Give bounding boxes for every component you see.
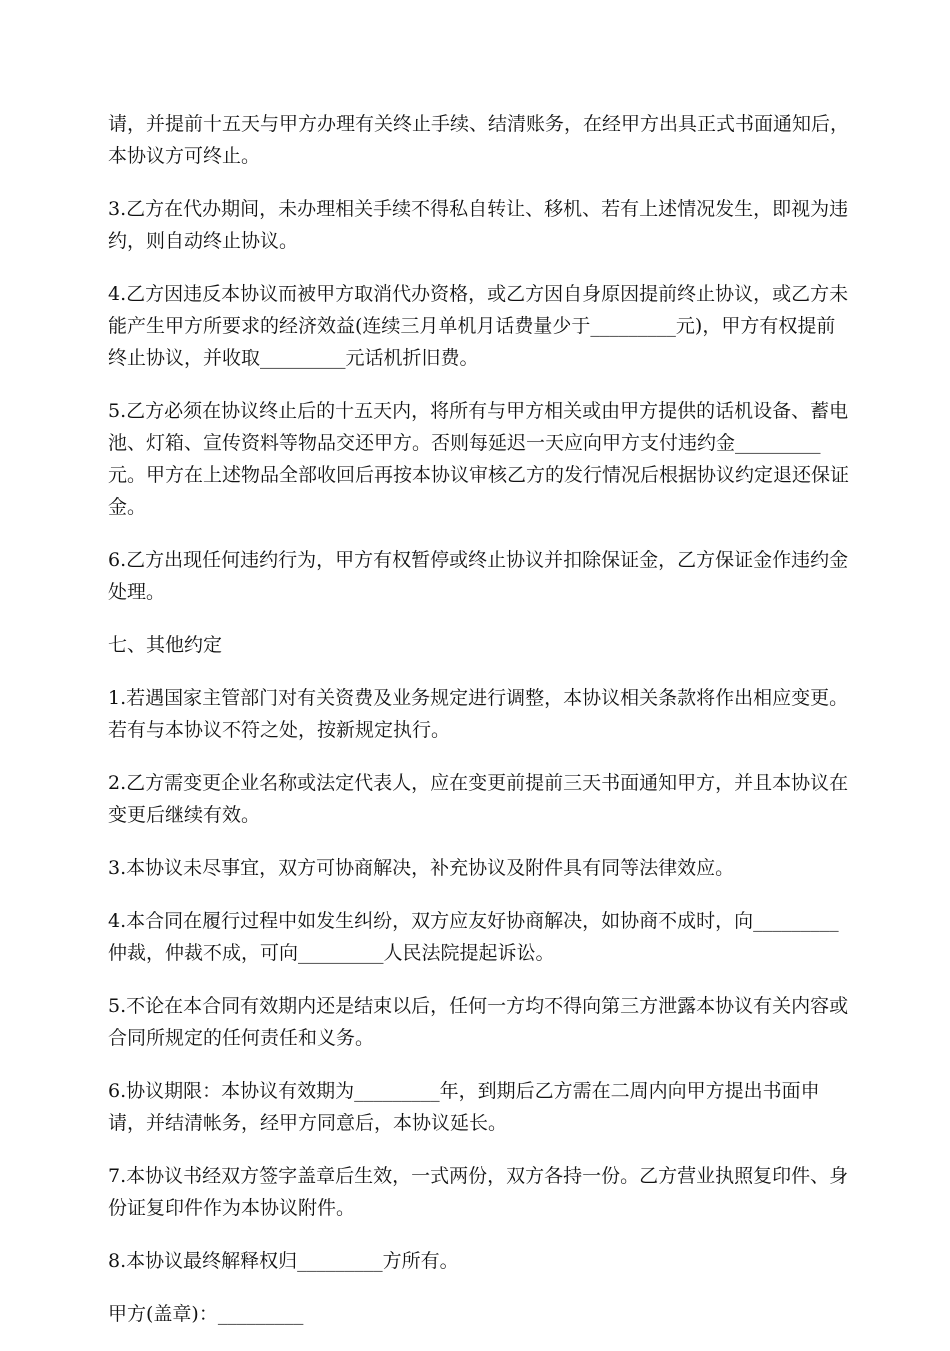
clause-7-1-regulation-change: 1.若遇国家主管部门对有关资费及业务规定进行调整，本协议相关条款将作出相应变更。若有与本协议不符之处，按新规定执行。 bbox=[108, 687, 849, 741]
clause-7-3-supplementary: 3.本协议未尽事宜，双方可协商解决，补充协议及附件具有同等法律效应。 bbox=[108, 857, 735, 879]
clause-6-5-return-equipment: 5.乙方必须在协议终止后的十五天内，将所有与甲方相关或由甲方提供的话机设备、蓄电池、灯箱、宣传资料等物品交还甲方。否则每延迟一天应向甲方支付违约金_________元。甲方在上述物品全部收回后再按本协议审核乙方的发行情况后根据协议约定退还保证金。 bbox=[108, 400, 850, 518]
clause-7-5-confidentiality: 5.不论在本合同有效期内还是结束以后，任何一方均不得向第三方泄露本协议有关内容或合同所规定的任何责任和义务。 bbox=[108, 995, 849, 1049]
clause-6-4-early-termination: 4.乙方因违反本协议而被甲方取消代办资格，或乙方因自身原因提前终止协议，或乙方未能产生甲方所要求的经济效益(连续三月单机月话费量少于_________元)，甲方有权提前终止协议，并收取_________元话机折旧费。 bbox=[108, 283, 849, 369]
paragraph-termination-notice: 请，并提前十五天与甲方办理有关终止手续、结清账务，在经甲方出具正式书面通知后，本协议方可终止。 bbox=[108, 113, 850, 167]
clause-6-6-breach: 6.乙方出现任何违约行为，甲方有权暂停或终止协议并扣除保证金，乙方保证金作违约金处理。 bbox=[108, 549, 849, 603]
clause-7-4-dispute: 4.本合同在履行过程中如发生纠纷，双方应友好协商解决，如协商不成时，向_________仲裁，仲裁不成，可向_________人民法院提起诉讼。 bbox=[108, 910, 839, 964]
clause-7-6-term: 6.协议期限：本协议有效期为_________年，到期后乙方需在二周内向甲方提出书面申请，并结清帐务，经甲方同意后，本协议延长。 bbox=[108, 1080, 820, 1134]
clause-7-7-effectiveness: 7.本协议书经双方签字盖章后生效，一式两份，双方各持一份。乙方营业执照复印件、身份证复印件作为本协议附件。 bbox=[108, 1165, 849, 1219]
clause-7-8-interpretation: 8.本协议最终解释权归_________方所有。 bbox=[108, 1250, 459, 1272]
document-page bbox=[108, 108, 850, 1351]
clause-7-2-name-change: 2.乙方需变更企业名称或法定代表人，应在变更前提前三天书面通知甲方，并且本协议在变更后继续有效。 bbox=[108, 772, 849, 826]
party-a-seal-line: 甲方(盖章)：_________ bbox=[108, 1303, 304, 1325]
section-heading-other-terms: 七、其他约定 bbox=[108, 634, 223, 656]
clause-6-3-transfer: 3.乙方在代办期间，未办理相关手续不得私自转让、移机、若有上述情况发生，即视为违约，则自动终止协议。 bbox=[108, 198, 849, 252]
